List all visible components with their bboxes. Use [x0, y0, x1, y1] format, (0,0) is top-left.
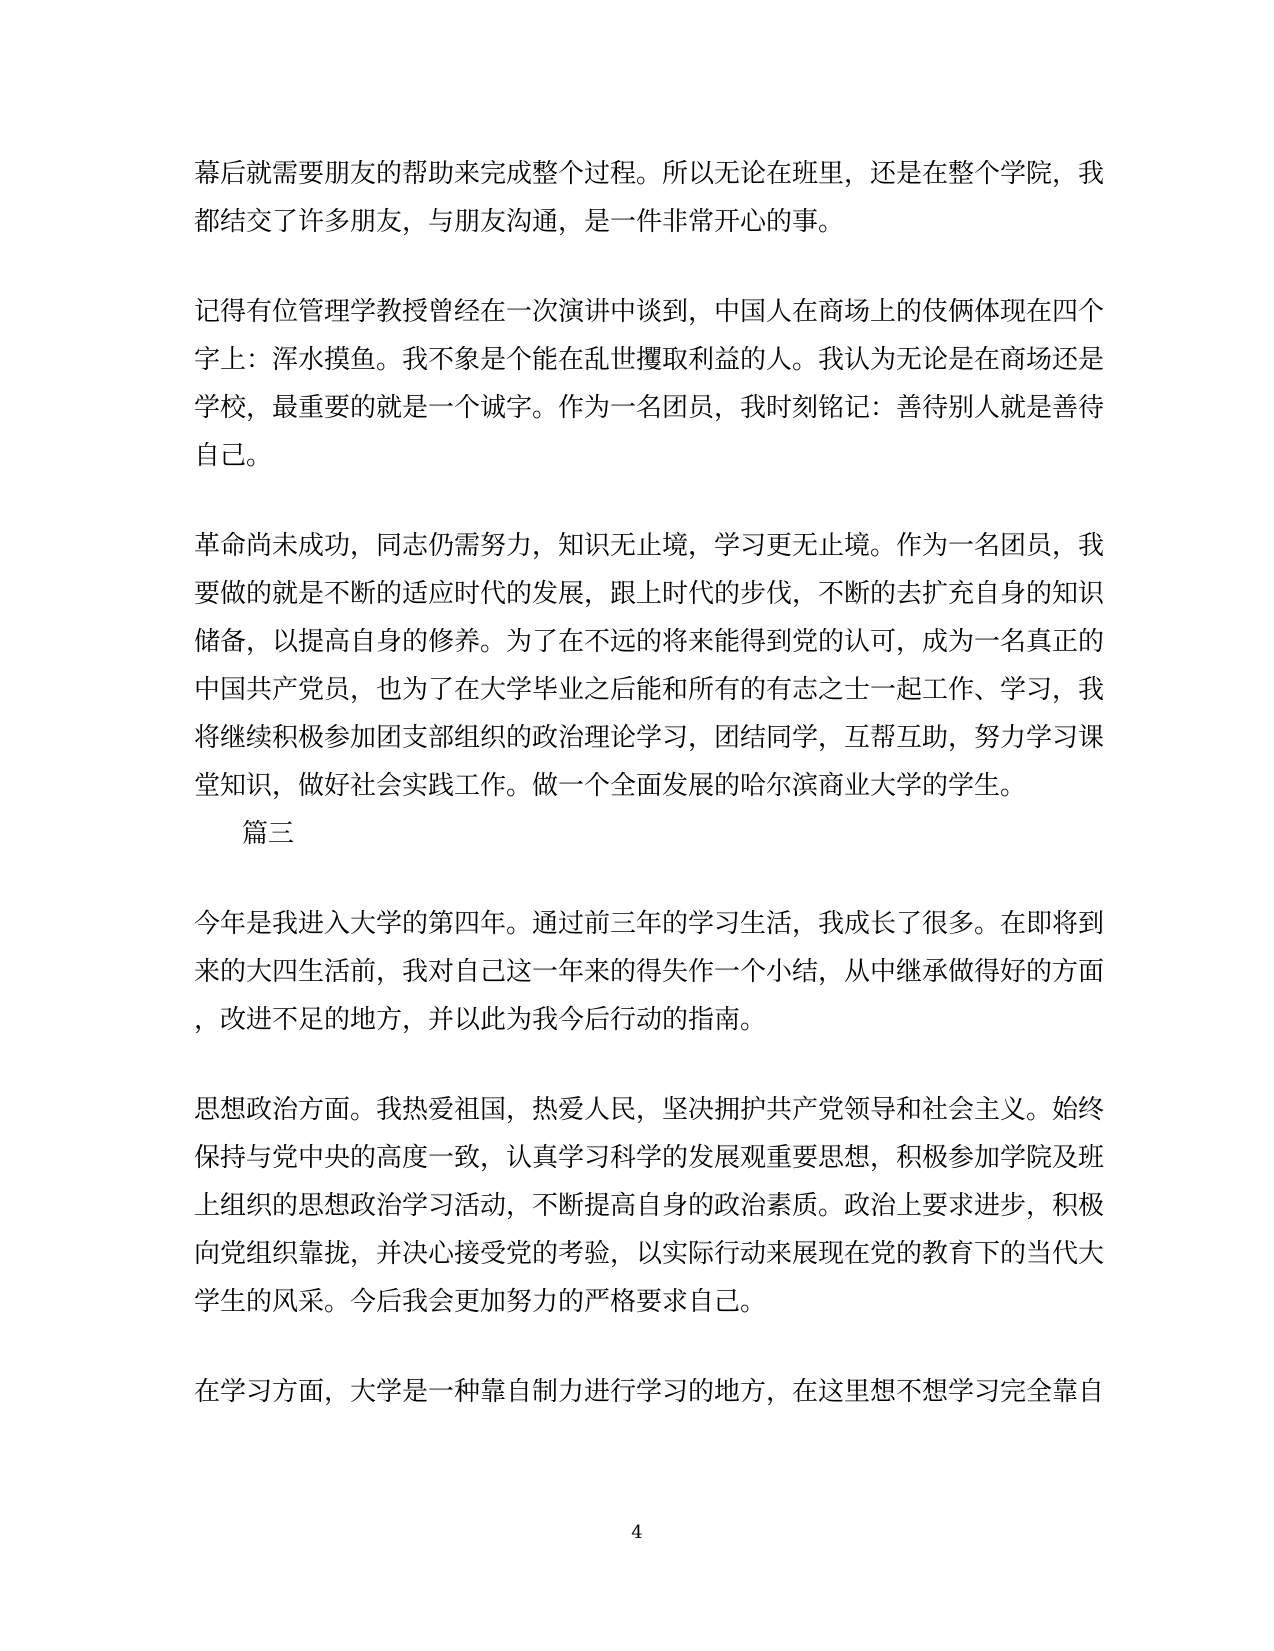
paragraph-5-line-2: 保持与党中央的高度一致，认真学习科学的发展观重要思想，积极参加学院及班	[194, 1143, 1105, 1173]
paragraph-1-line-2: 都结交了许多朋友，与朋友沟通，是一件非常开心的事。	[194, 207, 845, 237]
paragraph-5-line-1: 思想政治方面。我热爱祖国，热爱人民，坚决拥护共产党领导和社会主义。始终	[194, 1095, 1105, 1125]
paragraph-3-line-1: 革命尚未成功，同志仍需努力，知识无止境，学习更无止境。作为一名团员，我	[194, 531, 1105, 561]
page-number: 4	[631, 1522, 643, 1543]
paragraph-2-line-3: 学校，最重要的就是一个诚字。作为一名团员，我时刻铭记：善待别人就是善待	[194, 393, 1105, 423]
paragraph-5-line-3: 上组织的思想政治学习活动，不断提高自身的政治素质。政治上要求进步，积极	[194, 1191, 1105, 1221]
paragraph-5-line-5: 学生的风采。今后我会更加努力的严格要求自己。	[194, 1287, 767, 1317]
paragraph-4-line-2: 来的大四生活前，我对自己这一年来的得失作一个小结，从中继承做得好的方面	[194, 957, 1105, 987]
paragraph-3-line-6: 堂知识，做好社会实践工作。做一个全面发展的哈尔滨商业大学的学生。	[194, 771, 1027, 801]
paragraph-2-line-4: 自己。	[194, 441, 273, 471]
paragraph-2-line-2: 字上：浑水摸鱼。我不象是个能在乱世攫取利益的人。我认为无论是在商场还是	[194, 345, 1105, 375]
paragraph-4-line-1: 今年是我进入大学的第四年。通过前三年的学习生活，我成长了很多。在即将到	[194, 909, 1105, 939]
paragraph-3-line-2: 要做的就是不断的适应时代的发展，跟上时代的步伐，不断的去扩充自身的知识	[194, 579, 1105, 609]
section-heading: 篇三	[242, 819, 295, 849]
paragraph-6-line-1: 在学习方面，大学是一种靠自制力进行学习的地方，在这里想不想学习完全靠自	[194, 1377, 1105, 1407]
paragraph-2-line-1: 记得有位管理学教授曾经在一次演讲中谈到，中国人在商场上的伎俩体现在四个	[194, 297, 1105, 327]
paragraph-1-line-1: 幕后就需要朋友的帮助来完成整个过程。所以无论在班里，还是在整个学院，我	[194, 159, 1105, 189]
paragraph-3-line-5: 将继续积极参加团支部组织的政治理论学习，团结同学，互帮互助，努力学习课	[194, 723, 1105, 753]
paragraph-3-line-4: 中国共产党员，也为了在大学毕业之后能和所有的有志之士一起工作、学习，我	[194, 675, 1105, 705]
paragraph-3-line-3: 储备，以提高自身的修养。为了在不远的将来能得到党的认可，成为一名真正的	[194, 627, 1105, 657]
paragraph-4-line-3: ，改进不足的地方，并以此为我今后行动的指南。	[194, 1005, 767, 1035]
paragraph-5-line-4: 向党组织靠拢，并决心接受党的考验，以实际行动来展现在党的教育下的当代大	[194, 1239, 1105, 1269]
